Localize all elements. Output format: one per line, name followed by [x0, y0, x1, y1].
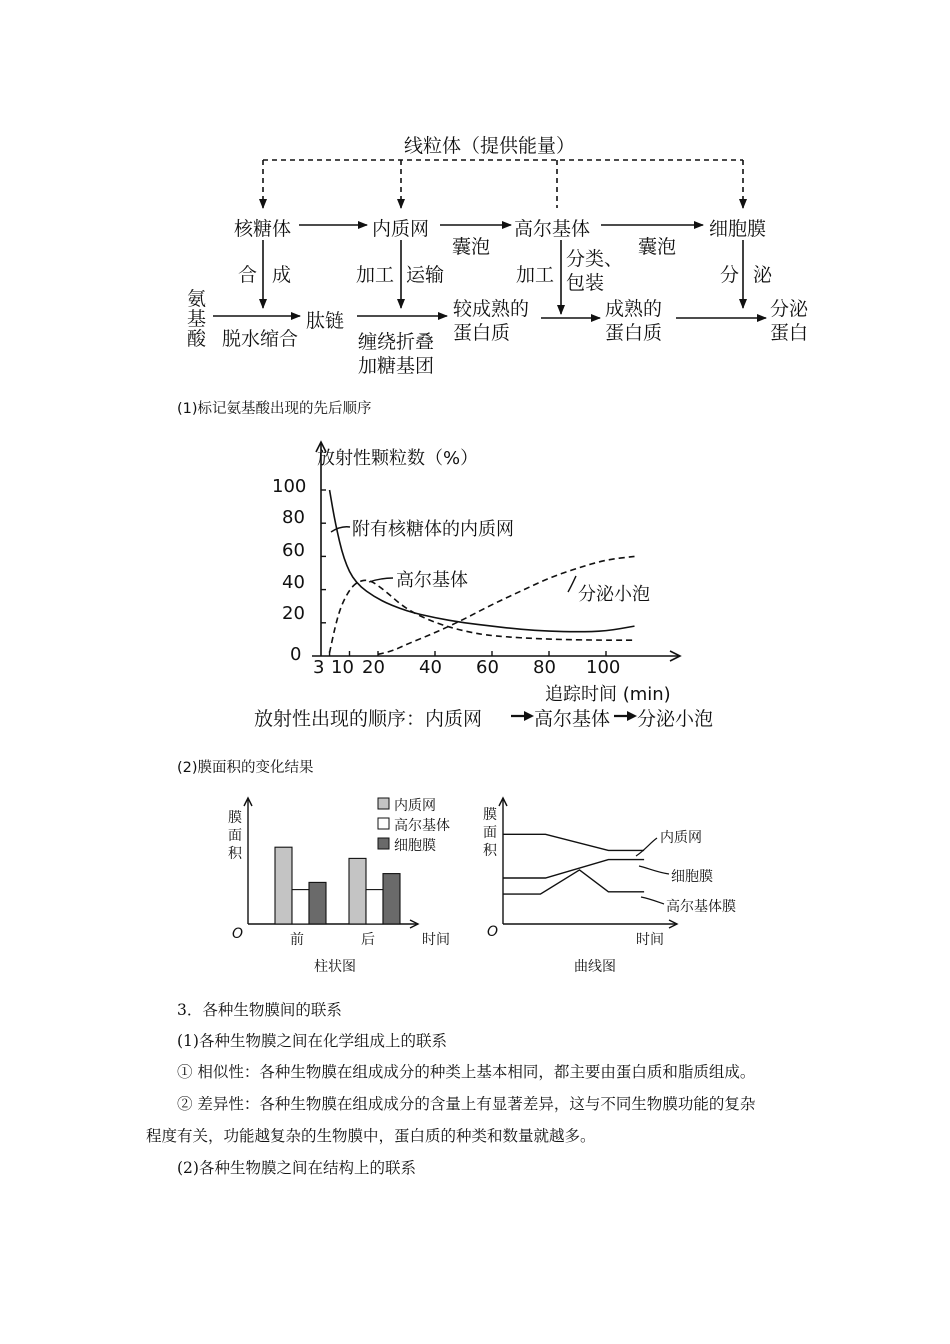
order-golgi: 高尔基体: [534, 708, 611, 730]
secreted-protein-label-2: 蛋白: [770, 322, 809, 344]
curve-label-golgi: 高尔基体膜: [666, 899, 736, 915]
immature-protein-label-2: 蛋白质: [453, 322, 511, 344]
y-tick-20: 20: [282, 603, 305, 624]
curve-label-er: 内质网: [660, 830, 702, 846]
series-label-er: 附有核糖体的内质网: [352, 519, 514, 540]
curve-membrane: [503, 860, 644, 878]
curve-ylabel-3: 积: [483, 843, 497, 859]
bar-ylabel-3: 积: [228, 846, 242, 862]
bar-ylabel-1: 膜: [228, 810, 242, 826]
synthesis-label-a: 合: [238, 264, 258, 286]
series-label-golgi: 高尔基体: [396, 570, 468, 591]
mature-protein-label-2: 蛋白质: [605, 322, 663, 344]
vesicle-label-2: 囊泡: [638, 236, 677, 258]
ribosome-label: 核糖体: [234, 218, 292, 240]
curve-ylabel-2: 面: [483, 825, 497, 841]
bar-ylabel-2: 面: [228, 828, 242, 844]
section-3-heading: 3．各种生物膜间的联系: [177, 1001, 342, 1019]
y-tick-100: 100: [272, 476, 307, 497]
bar-xaxis-label: 时间: [422, 932, 450, 948]
immature-protein-label-1: 较成熟的: [453, 298, 530, 320]
amino-acid-char-1: 氨: [187, 288, 207, 310]
peptide-label: 肽链: [306, 310, 345, 332]
synthesis-label-b: 成: [272, 264, 292, 286]
y-tick-40: 40: [282, 572, 305, 593]
y-tick-60: 60: [282, 540, 305, 561]
bar-origin: O: [232, 926, 244, 942]
x-tick-3: 3: [313, 657, 325, 678]
x-tick-80: 80: [533, 657, 556, 678]
section-3-para-1: ① 相似性：各种生物膜在组成成分的种类上基本相同，都主要由蛋白质和脂质组成。: [177, 1063, 756, 1081]
process-label-1: 加工: [356, 264, 395, 286]
bar-chart-caption: 柱状图: [314, 959, 356, 975]
x-tick-100: 100: [586, 657, 621, 678]
x-tick-60: 60: [476, 657, 499, 678]
caption-2: (2)膜面积的变化结果: [177, 760, 314, 776]
folding-label-1: 缠绕折叠: [358, 331, 435, 353]
section-3-para-2b: 程度有关，功能越复杂的生物膜中，蛋白质的种类和数量就越多。: [146, 1127, 596, 1145]
caption-1: (1)标记氨基酸出现的先后顺序: [177, 401, 372, 417]
order-vesicle: 分泌小泡: [637, 708, 714, 730]
legend-label-golgi: 高尔基体: [394, 818, 450, 834]
curve-label-membrane: 细胞膜: [671, 869, 713, 885]
line-chart-ylabel: 放射性颗粒数（%）: [317, 448, 479, 469]
secreted-protein-label-1: 分泌: [770, 298, 809, 320]
sort-label: 分类、: [566, 248, 624, 270]
curve-ylabel-1: 膜: [483, 807, 497, 823]
legend-label-membrane: 细胞膜: [394, 838, 436, 854]
amino-acid-char-2: 基: [187, 308, 207, 330]
bar-category-before: 前: [290, 932, 304, 948]
line-chart-xlabel: 追踪时间 (min): [545, 684, 671, 705]
golgi-label: 高尔基体: [514, 218, 591, 240]
series-label-vesicle: 分泌小泡: [578, 584, 650, 605]
vesicle-label-1: 囊泡: [452, 236, 491, 258]
process-label-2: 加工: [516, 264, 555, 286]
x-tick-20: 20: [362, 657, 385, 678]
y-tick-80: 80: [282, 507, 305, 528]
dehydration-label: 脱水缩合: [222, 328, 299, 350]
secrete-label-b: 泌: [753, 264, 773, 286]
secrete-label-a: 分: [720, 264, 740, 286]
order-er: 内质网: [425, 708, 483, 730]
legend-label-er: 内质网: [394, 798, 436, 814]
cell-membrane-label: 细胞膜: [709, 218, 767, 240]
curve-chart-caption: 曲线图: [574, 959, 616, 975]
mature-protein-label-1: 成熟的: [605, 298, 663, 320]
x-tick-10: 10: [331, 657, 354, 678]
y-tick-0: 0: [290, 644, 302, 665]
curve-golgi: [503, 870, 644, 894]
pack-label: 包装: [566, 272, 605, 294]
section-3-sub-2: (2)各种生物膜之间在结构上的联系: [177, 1159, 416, 1177]
curve-xaxis-label: 时间: [636, 932, 664, 948]
amino-acid-char-3: 酸: [187, 328, 207, 350]
folding-label-2: 加糖基团: [358, 355, 435, 377]
order-prefix: 放射性出现的顺序：: [254, 708, 426, 730]
mitochondria-label: 线粒体（提供能量）: [404, 135, 576, 157]
curve-er: [503, 834, 644, 850]
curve-origin: O: [487, 924, 499, 940]
section-3-para-2a: ② 差异性：各种生物膜在组成成分的含量上有显著差异，这与不同生物膜功能的复杂: [177, 1095, 756, 1113]
bar-category-after: 后: [361, 932, 375, 948]
section-3-sub-1: (1)各种生物膜之间在化学组成上的联系: [177, 1032, 447, 1050]
transport-label: 运输: [406, 264, 445, 286]
x-tick-40: 40: [419, 657, 442, 678]
er-label: 内质网: [372, 218, 430, 240]
